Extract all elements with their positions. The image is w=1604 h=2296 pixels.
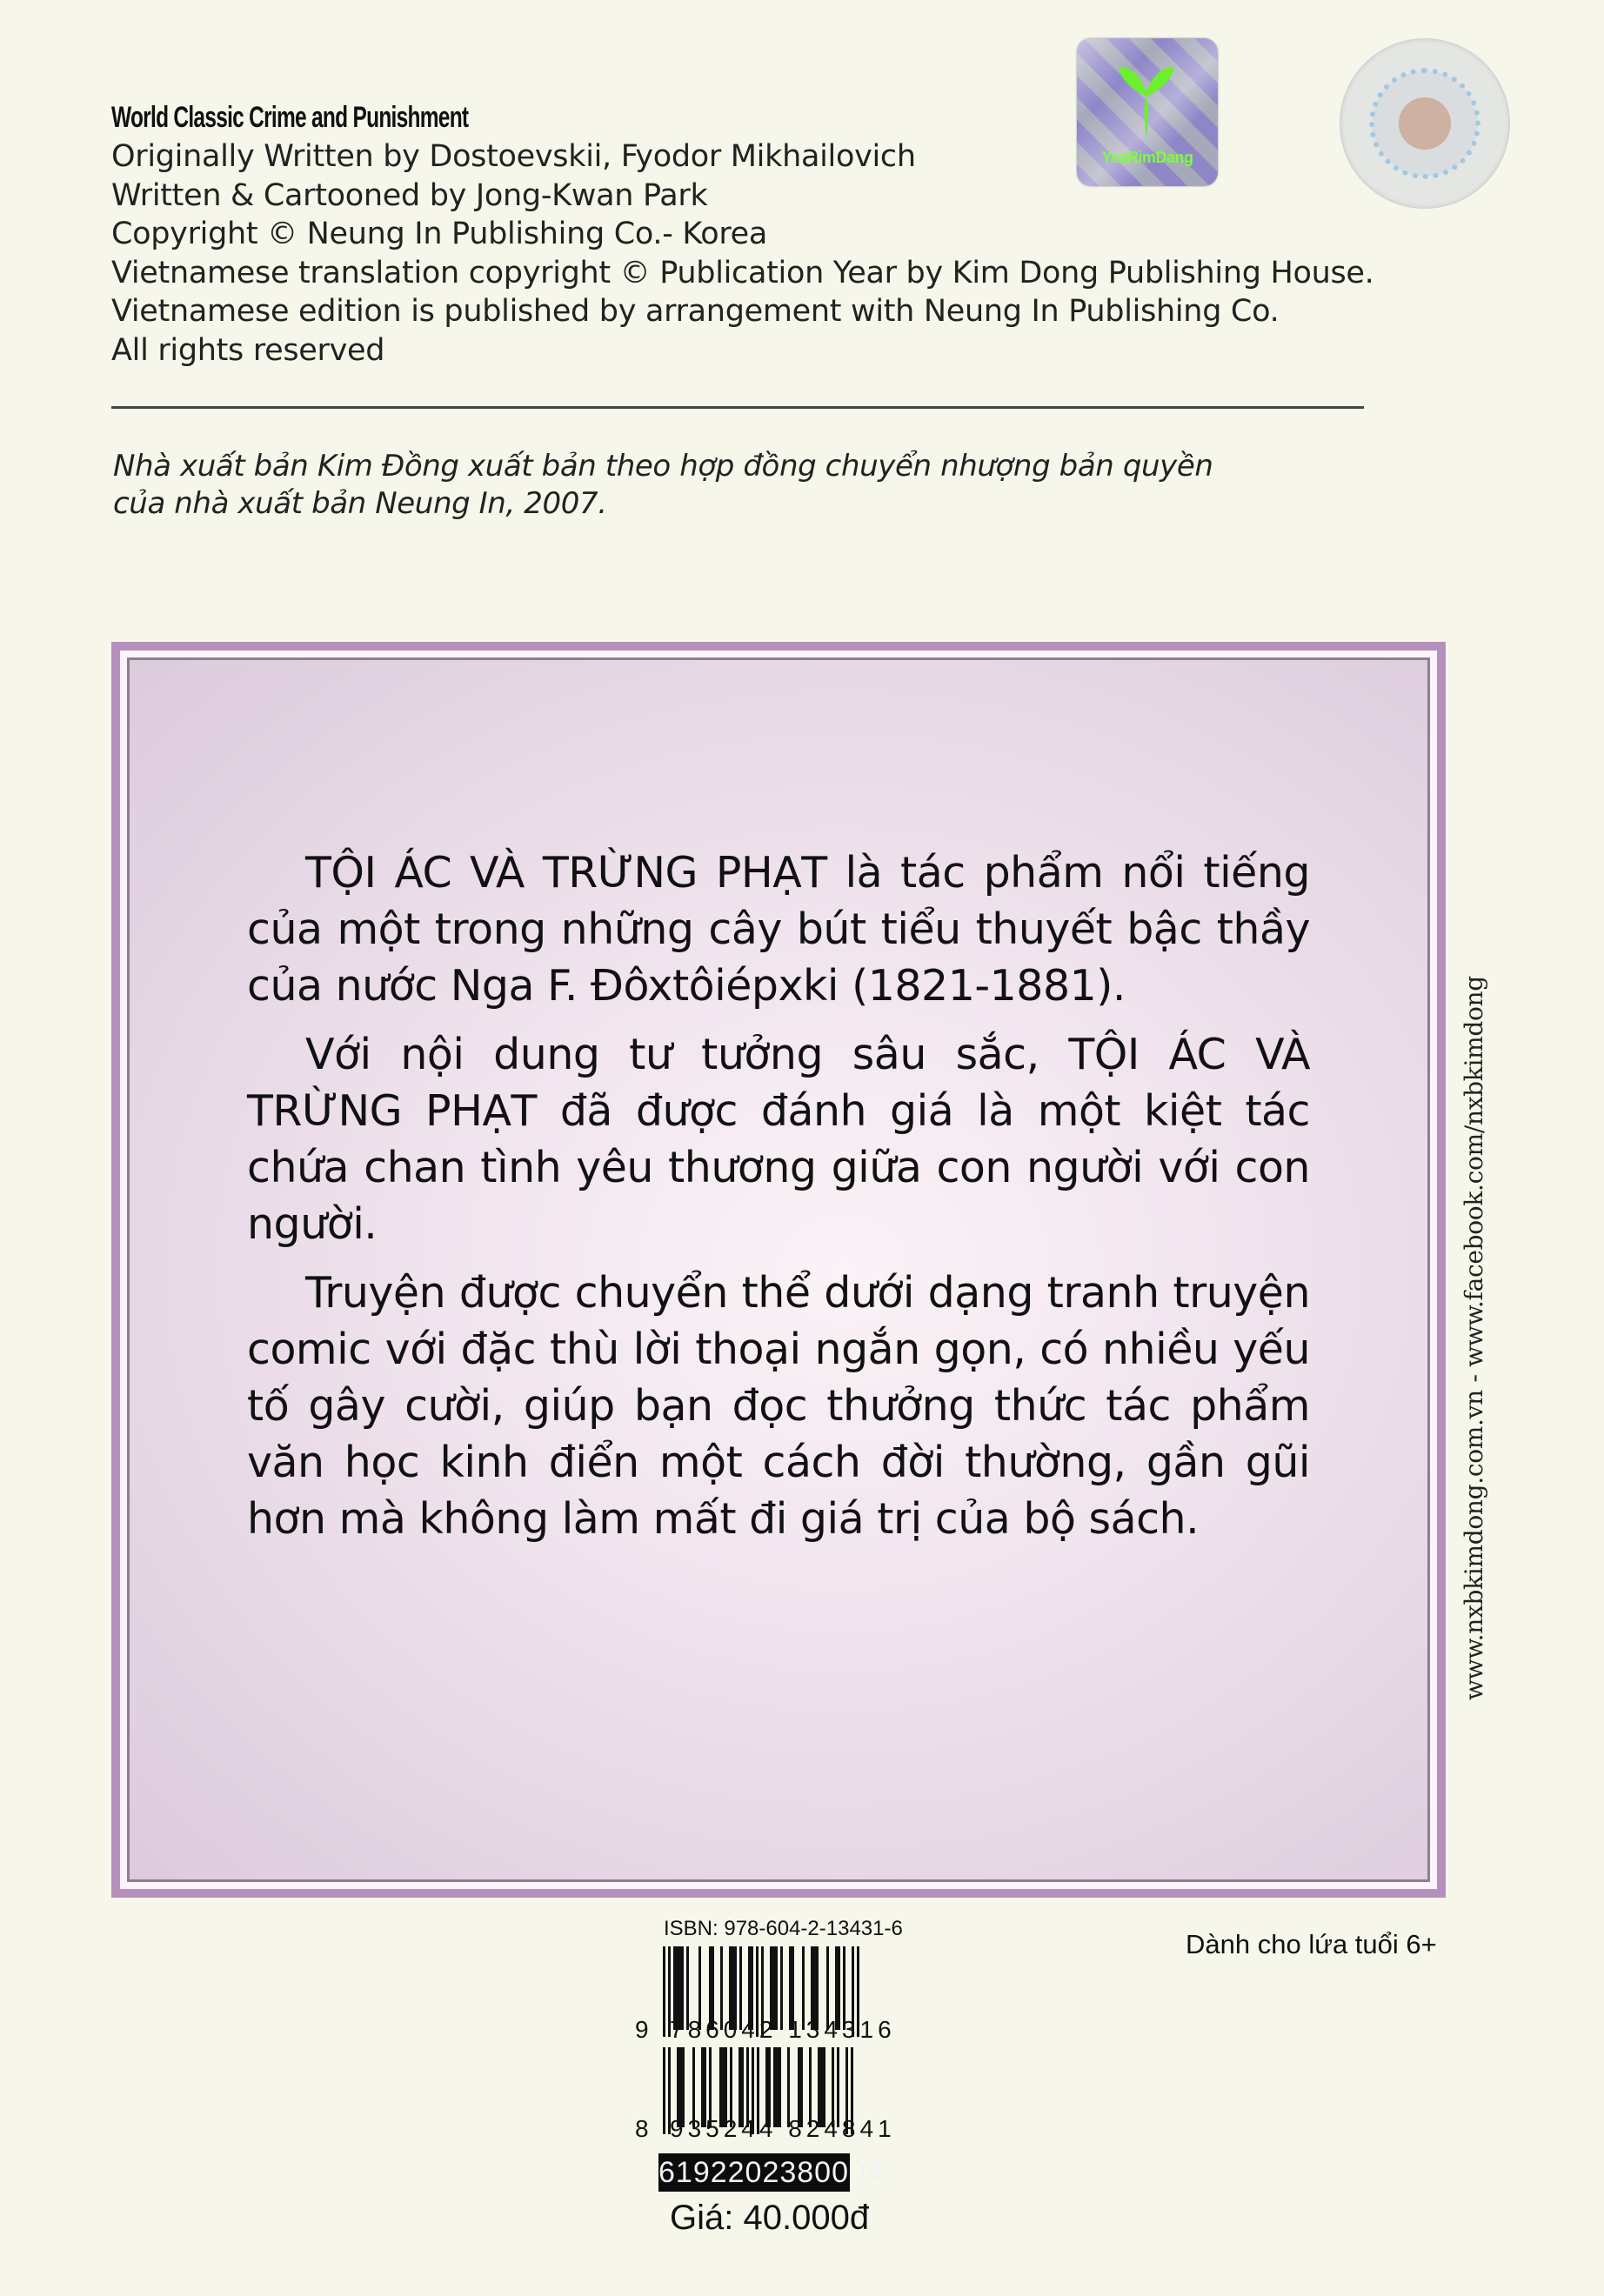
blurb-text <box>247 844 1310 1559</box>
ean-digits: 935244 824841 <box>670 2115 896 2142</box>
credit-line-translation-copyright: Vietnamese translation copyright © Publication Year by Kim Dong Publishing House. <box>111 255 1374 290</box>
publisher-hologram-sticker <box>1077 38 1218 186</box>
publisher-note-line-1: Nhà xuất bản Kim Đồng xuất bản theo hợp đồng chuyển nhượng bản quyền <box>113 449 1213 484</box>
blurb-paragraph-1: TỘI ÁC VÀ TRỪNG PHẠT là tác phẩm nổi tiếng của một trong những cây bút tiểu thuyết bậc thầy của nước Nga F. Đôxtôiépxki (1821-1881). <box>247 848 1310 1011</box>
publisher-note-line-2: của nhà xuất bản Neung In, 2007. <box>113 486 607 521</box>
hologram-seal-icon <box>1340 38 1510 209</box>
divider-rule <box>111 406 1364 409</box>
product-code: 6192202380004 <box>658 2156 884 2189</box>
ean-prefix-digit: 8 <box>635 2115 653 2142</box>
publisher-note <box>113 448 1418 523</box>
blurb-frame <box>111 642 1446 1898</box>
sticker-brand-text: YeaRimDang <box>1101 149 1193 166</box>
price-label: Giá: 40.000đ <box>670 2199 870 2237</box>
credit-line-rights: All rights reserved <box>111 332 385 368</box>
isbn-label: ISBN: 978-604-2-13431-6 <box>664 1917 903 1940</box>
credit-line-copyright: Copyright © Neung In Publishing Co.- Korea <box>111 217 768 251</box>
credit-line-arrangement: Vietnamese edition is published by arrangement with Neung In Publishing Co. <box>111 294 1280 329</box>
blurb-frame-mat <box>120 651 1437 1889</box>
blurb-paragraph-2: Với nội dung tư tưởng sâu sắc, TỘI ÁC VÀ TRỪNG PHẠT đã được đánh giá là một kiệt tác chứa chan tình yêu thương giữa con người với con người. <box>247 1030 1310 1249</box>
isbn-digits: 786042 134316 <box>670 2016 896 2043</box>
sprout-icon <box>1103 57 1190 144</box>
credit-line-original-author: Originally Written by Dostoevskii, Fyodor Mikhailovich <box>111 139 916 174</box>
isbn-prefix-digit: 9 <box>635 2016 653 2043</box>
seal-core <box>1399 97 1451 150</box>
blurb-panel <box>127 657 1430 1882</box>
credit-line-cartoonist: Written & Cartooned by Jong-Kwan Park <box>111 177 708 213</box>
product-code-badge <box>658 2153 884 2192</box>
credits-block <box>111 97 1503 370</box>
series-title: World Classic Crime and Punishment <box>111 101 469 134</box>
age-rating-label: Dành cho lứa tuổi 6+ <box>1186 1929 1437 1959</box>
blurb-paragraph-3: Truyện được chuyển thể dưới dạng tranh truyện comic với đặc thù lời thoại ngắn gọn, có nhiều yếu tố gây cười, giúp bạn đọc thưởng thức tác phẩm văn học kinh điển một cách đời thường, gần gũi hơn mà không làm mất đi giá trị của bộ sách. <box>247 1268 1310 1544</box>
website-links: www.nxbkimdong.com.vn - www.facebook.com/nxbkimdong <box>1460 976 1488 1700</box>
